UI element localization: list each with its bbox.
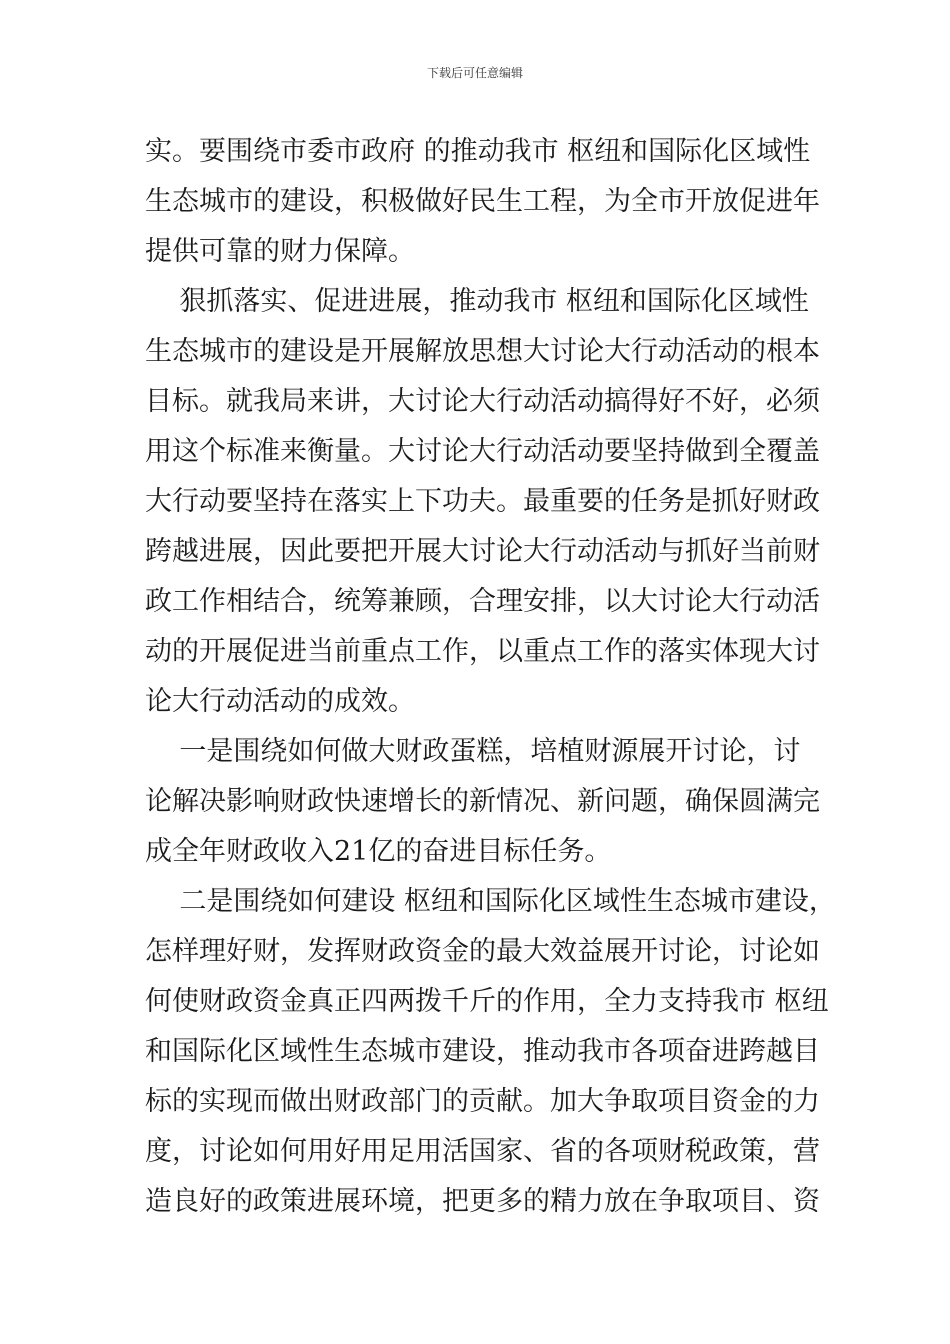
text-line: 大行动要坚持在落实上下功夫。最重要的任务是抓好财政 xyxy=(145,486,820,517)
text-line: 政工作相结合，统筹兼顾，合理安排，以大讨论大行动活 xyxy=(145,586,820,617)
text-line: 度，讨论如何用好用足用活国家、省的各项财税政策，营 xyxy=(145,1136,820,1167)
text-line: 论解决影响财政快速增长的新情况、新问题，确保圆满完 xyxy=(145,786,820,817)
text-line: 论大行动活动的成效。 xyxy=(145,686,415,717)
text-line: 生态城市的建设，积极做好民生工程，为全市开放促进年 xyxy=(145,186,820,217)
text-line: 一是围绕如何做大财政蛋糕，培植财源展开讨论，讨 xyxy=(145,736,801,767)
text-line: 跨越进展，因此要把开展大讨论大行动活动与抓好当前财 xyxy=(145,536,820,567)
page-header: 下载后可任意编辑 xyxy=(426,66,523,80)
text-line: 造良好的政策进展环境，把更多的精力放在争取项目、资 xyxy=(145,1186,820,1217)
text-line: 二是围绕如何建设 枢纽和国际化区域性生态城市建设， xyxy=(145,886,836,917)
text-line: 提供可靠的财力保障。 xyxy=(145,236,415,267)
text-line: 动的开展促进当前重点工作，以重点工作的落实体现大讨 xyxy=(145,636,820,667)
text-line: 何使财政资金真正四两拨千斤的作用，全力支持我市 枢纽 xyxy=(145,986,829,1017)
text-line: 怎样理好财，发挥财政资金的最大效益展开讨论，讨论如 xyxy=(145,936,820,967)
text-line: 生态城市的建设是开展解放思想大讨论大行动活动的根本 xyxy=(145,336,820,367)
text-line: 狠抓落实、促进进展，推动我市 枢纽和国际化区域性 xyxy=(145,286,809,317)
text-line: 实。要围绕市委市政府 的推动我市 枢纽和国际化区域性 xyxy=(145,136,811,167)
text-line: 用这个标准来衡量。大讨论大行动活动要坚持做到全覆盖 xyxy=(145,436,820,467)
text-line: 标的实现而做出财政部门的贡献。加大争取项目资金的力 xyxy=(145,1086,820,1117)
text-line: 成全年财政收入21亿的奋进目标任务。 xyxy=(145,836,612,867)
text-line: 和国际化区域性生态城市建设，推动我市各项奋进跨越目 xyxy=(145,1036,820,1067)
text-line: 目标。就我局来讲，大讨论大行动活动搞得好不好，必须 xyxy=(145,386,820,417)
